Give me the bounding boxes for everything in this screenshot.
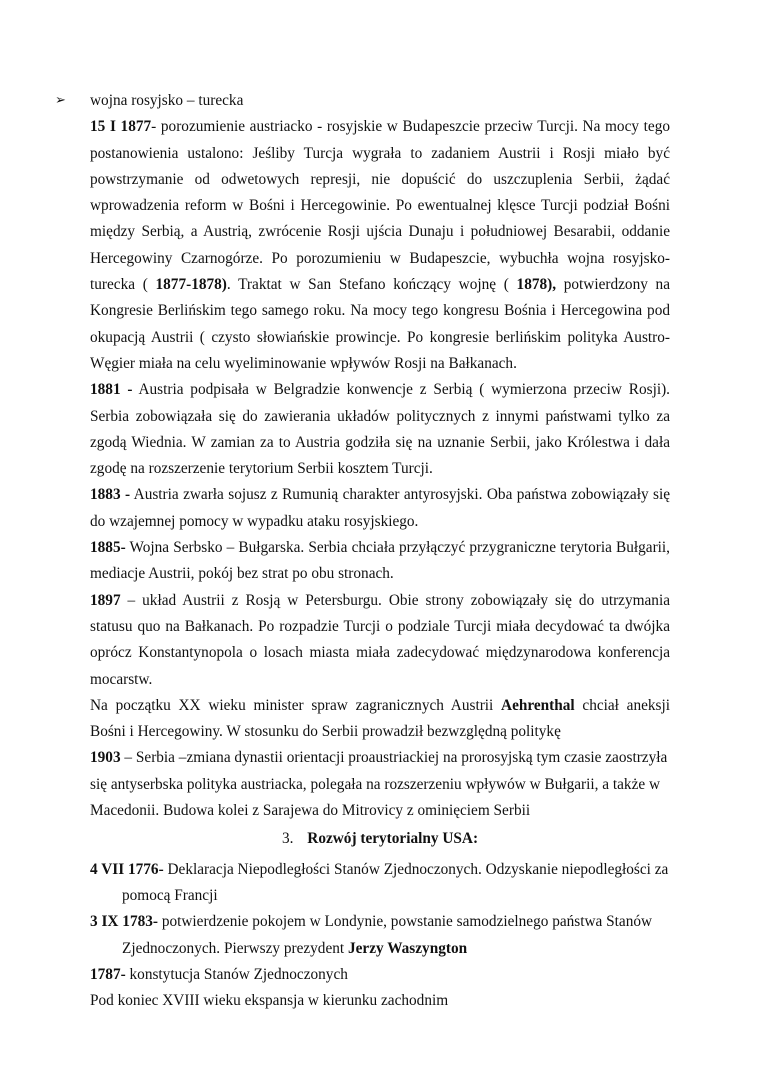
body-text: potwierdzony na Kongresie Berlińskim tego samego roku. Na mocy tego kongresu Bośnia i Hercegowina pod okupacją Austrii ( czysto słowiańskie prowincje. Po kongresie berlińskim polityka Austro-Węgier miała na celu wyeliminowanie wpływów Rosji na Bałkanach. [90, 276, 670, 372]
usa-paragraph [90, 857, 670, 910]
bold-text: 1883 - [90, 486, 131, 504]
bold-text: Jerzy Waszyngton [347, 939, 468, 957]
usa-list [90, 857, 670, 1015]
section-number: 3. [281, 830, 294, 848]
section-body [90, 114, 670, 824]
bold-text: 1885- [90, 539, 126, 557]
bold-text: 3 IX 1783- [90, 913, 158, 931]
bullet-title: wojna rosyjsko – turecka [90, 92, 244, 109]
body-text: Austria podpisała w Belgradzie konwencje z Serbią ( wymierzona przeciw Rosji). Serbia zobowiązała się do zawierania układów politycznych z innymi państwami tylko za zgodą Wiednia. W zamian za to Austria godziła się na uznanie Serbii, jako Królestwa i dała zgodę na rozszerzenie terytorium Serbii kosztem Turcji. [90, 381, 670, 478]
bold-text: 1878), [516, 276, 557, 294]
body-text: potwierdzenie pokojem w Londynie, powstanie samodzielnego państwa Stanów Zjednoczonych. Pierwszy prezydent [122, 913, 653, 957]
history-paragraph [90, 693, 670, 746]
history-paragraph [90, 535, 670, 588]
body-text: konstytucja Stanów Zjednoczonych [125, 965, 348, 983]
usa-paragraph [90, 909, 670, 962]
usa-paragraph [90, 962, 670, 988]
body-text: chciał aneksji Bośni i Hercegowiny. W stosunku do Serbii prowadził bezwzględną politykę [90, 696, 670, 741]
body-text: Na początku XX wieku minister spraw zagranicznych Austrii [90, 696, 502, 714]
bold-text: 1897 [90, 591, 121, 609]
bullet-heading [55, 88, 670, 114]
bold-text: 1903 [90, 749, 121, 767]
section-title: Rozwój terytorialny USA: [307, 830, 479, 848]
body-text: Wojna Serbsko – Bułgarska. Serbia chciała przyłączyć przygraniczne terytoria Bułgarii, mediacje Austrii, pokój bez strat po obu stronach. [90, 539, 670, 583]
body-text: Deklaracja Niepodległości Stanów Zjednoczonych. Odzyskanie niepodległości za pomocą Francji [122, 860, 669, 904]
history-paragraph [90, 377, 670, 482]
bold-text: Aehrenthal [501, 696, 575, 714]
bold-text: 1877-1878) [155, 276, 227, 294]
usa-paragraph [90, 988, 670, 1014]
body-text: – Serbia –zmiana dynastii orientacji proaustriackiej na prorosyjską tym czasie zaostrzyła się antyserbska polityka austriacka, polegała na rozszerzeniu wpływów w Bułgarii, a także w Macedonii. Budowa kolei z Sarajewa do Mitrovicy z ominięciem Serbii [90, 749, 668, 820]
bold-text: 15 I 1877 [90, 118, 152, 136]
body-text: . Traktat w San Stefano kończący wojnę ( [226, 276, 517, 294]
bold-text: 1881 - [90, 381, 133, 399]
history-paragraph [90, 588, 670, 693]
body-text: Austria zwarła sojusz z Rumunią charakter antyrosyjski. Oba państwa zobowiązały się do wzajemnej pomocy w wypadku ataku rosyjskiego. [90, 486, 670, 530]
bold-text: 1787- [90, 965, 126, 983]
body-text: – układ Austrii z Rosją w Petersburgu. Obie strony zobowiązały się do utrzymania statusu quo na Bałkanach. Po rozpadzie Turcji o podziale Turcji miała decydować ta dwójka oprócz Konstantynopola o losach miasta miała zadecydować międzynarodowa konferencja mocarstw. [90, 591, 670, 688]
history-paragraph [90, 114, 670, 377]
section-heading [90, 826, 670, 852]
body-text: - porozumienie austriacko - rosyjskie w Budapeszcie przeciw Turcji. Na mocy tego postanowienia ustalono: Jeśliby Turcja wygrała to zadaniem Austrii i Rosji miało być powstrzymanie od odwetowych represji, nie dopuścić do uszczuplenia Serbii, żądać wprowadzenia reform w Bośni i Hercegowinie. Po ewentualnej klęsce Turcji podział Bośni między Serbią, a Austrią, zwrócenie Rosji ujścia Dunaju i południowej Besarabii, oddanie Hercegowiny Czarnogórze. Po porozumieniu w Budapeszcie, wybuchła wojna rosyjsko-turecka ( [90, 118, 671, 294]
history-paragraph [90, 482, 670, 535]
history-paragraph [90, 745, 670, 824]
arrow-bullet-icon: ➢ [55, 93, 66, 108]
bold-text: 4 VII 1776- [90, 860, 164, 878]
body-text: Pod koniec XVIII wieku ekspansja w kierunku zachodnim [90, 992, 449, 1010]
